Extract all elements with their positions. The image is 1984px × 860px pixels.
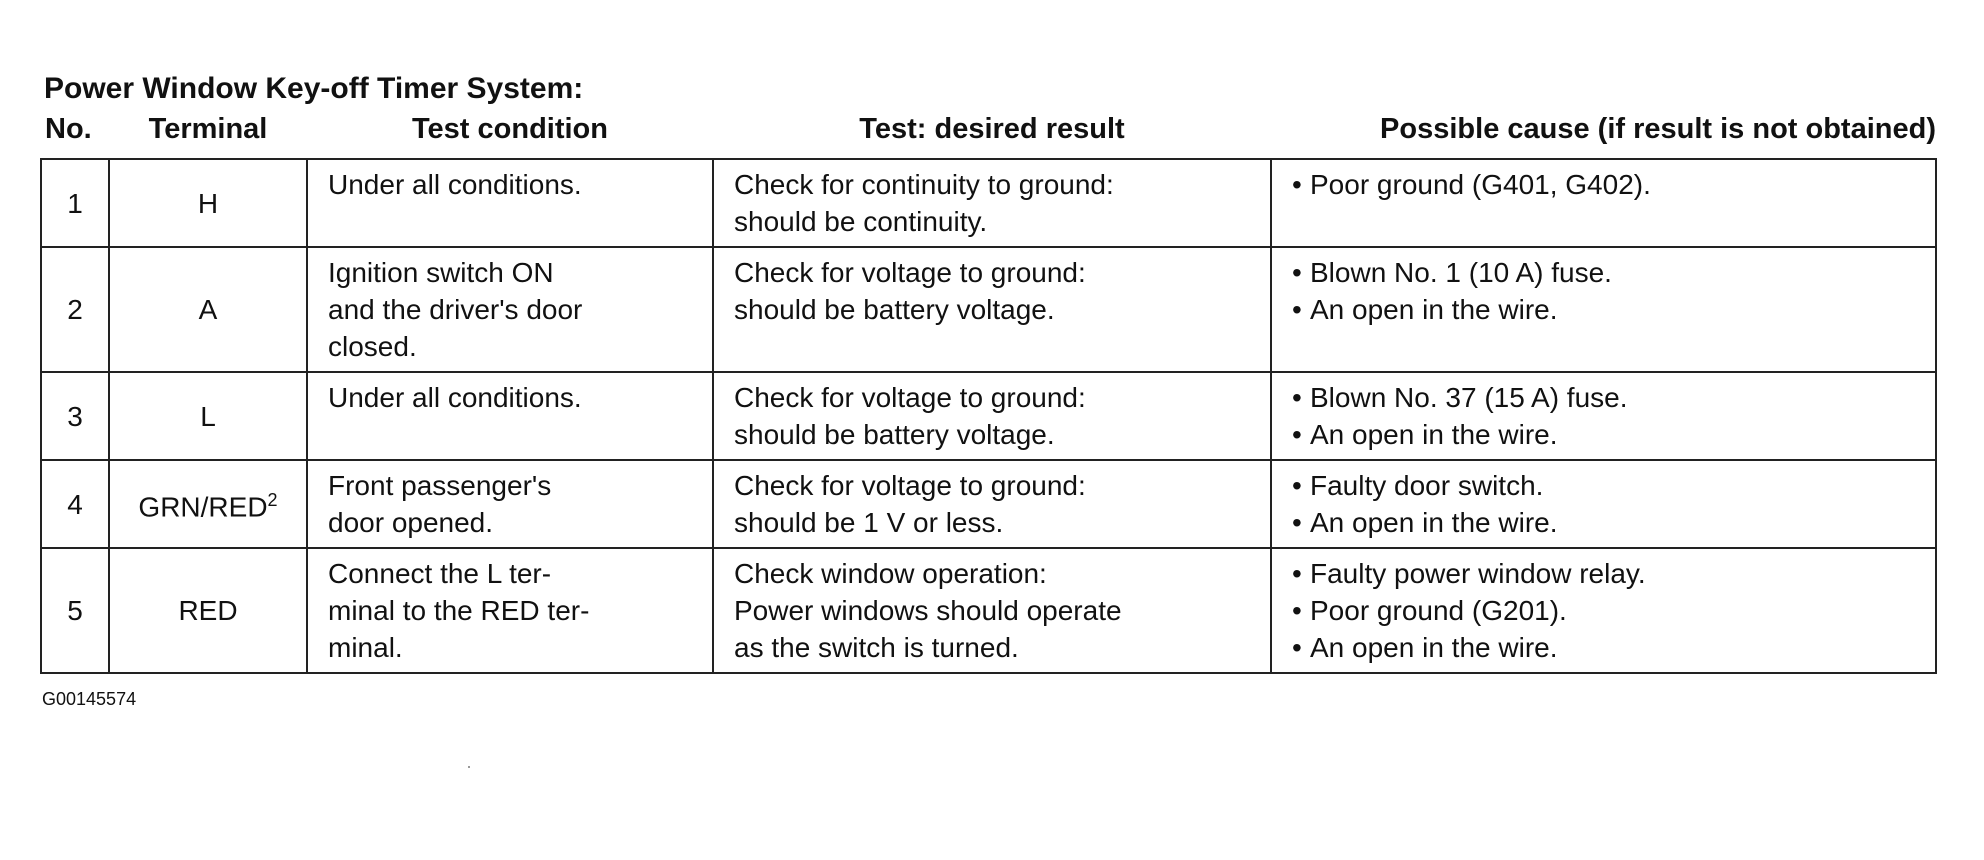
row-number: 2 [41, 247, 109, 372]
desired-result-cell [713, 460, 1271, 548]
cause-item [1292, 166, 1925, 203]
cause-text: Poor ground (G401, G402). [1310, 169, 1651, 200]
possible-cause-cell [1271, 247, 1936, 372]
table-row [41, 460, 1936, 548]
bullet-icon: • [1292, 470, 1302, 501]
condition-line: Under all conditions. [328, 382, 582, 413]
result-line: should be 1 V or less. [734, 507, 1004, 538]
terminal-cell [109, 372, 307, 460]
header-terminal: Terminal [148, 113, 268, 145]
table-row [41, 159, 1936, 247]
terminal-cell [109, 159, 307, 247]
cause-text: An open in the wire. [1310, 632, 1558, 663]
bullet-icon: • [1292, 257, 1302, 288]
header-desired-result: Test: desired result [859, 113, 1125, 145]
row-number: 4 [41, 460, 109, 548]
result-line: should be battery voltage. [734, 419, 1055, 450]
desired-result-cell [713, 548, 1271, 673]
result-line: as the switch is turned. [734, 632, 1019, 663]
test-condition-cell [307, 159, 713, 247]
cause-item [1292, 254, 1925, 291]
spec-sheet [40, 70, 1935, 710]
table-body [41, 159, 1936, 673]
cause-text: An open in the wire. [1310, 507, 1558, 538]
header-test-condition: Test condition [411, 113, 608, 145]
cause-item [1292, 291, 1925, 328]
cause-text: An open in the wire. [1310, 294, 1558, 325]
possible-cause-cell [1271, 372, 1936, 460]
row-number: 5 [41, 548, 109, 673]
terminal-cell [109, 548, 307, 673]
condition-line: door opened. [328, 507, 494, 538]
result-line: should be battery voltage. [734, 294, 1055, 325]
terminal-label: L [200, 400, 216, 432]
result-line: Check window operation: [734, 558, 1047, 589]
condition-line: minal. [328, 632, 403, 663]
condition-line: Ignition switch ON [328, 257, 554, 288]
header-possible-cause: Possible cause (if result is not obtained) [1380, 113, 1936, 145]
result-line: Power windows should operate [734, 595, 1122, 626]
result-line: Check for voltage to ground: [734, 257, 1086, 288]
table-row [41, 548, 1936, 673]
cause-text: Blown No. 1 (10 A) fuse. [1310, 257, 1612, 288]
terminal-cell [109, 247, 307, 372]
result-line: Check for continuity to ground: [734, 169, 1114, 200]
bullet-icon: • [1292, 294, 1302, 325]
possible-cause-cell [1271, 460, 1936, 548]
test-condition-cell [307, 548, 713, 673]
cause-item [1292, 467, 1925, 504]
cause-item [1292, 416, 1925, 453]
cause-text: Poor ground (G201). [1310, 595, 1567, 626]
header-no: No. [45, 113, 92, 145]
bullet-icon: • [1292, 169, 1302, 200]
diagnostic-table [40, 112, 1937, 674]
test-condition-cell [307, 247, 713, 372]
test-condition-cell [307, 460, 713, 548]
terminal-footnote-mark: 2 [267, 490, 278, 511]
header-row [41, 112, 1936, 159]
cause-text: Faulty power window relay. [1310, 558, 1646, 589]
terminal-cell [109, 460, 307, 548]
condition-line: minal to the RED ter- [328, 595, 590, 626]
desired-result-cell [713, 372, 1271, 460]
figure-code: G00145574 [42, 689, 137, 709]
stray-dot [468, 766, 470, 768]
table-row [41, 372, 1936, 460]
terminal-label: GRN/RED [138, 491, 268, 523]
possible-cause-cell [1271, 159, 1936, 247]
cause-item [1292, 504, 1925, 541]
terminal-label: H [197, 187, 219, 219]
row-number: 1 [41, 159, 109, 247]
table-row [41, 247, 1936, 372]
terminal-label: A [198, 294, 218, 325]
bullet-icon: • [1292, 419, 1302, 450]
desired-result-cell [713, 247, 1271, 372]
test-condition-cell [307, 372, 713, 460]
condition-line: Front passenger's [328, 470, 552, 501]
table-title: Power Window Key-off Timer System: [44, 72, 584, 105]
cause-item [1292, 592, 1925, 629]
cause-item [1292, 555, 1925, 592]
result-line: Check for voltage to ground: [734, 382, 1086, 413]
result-line: Check for voltage to ground: [734, 470, 1086, 501]
bullet-icon: • [1292, 382, 1302, 413]
cause-item [1292, 379, 1925, 416]
possible-cause-cell [1271, 548, 1936, 673]
desired-result-cell [713, 159, 1271, 247]
cause-text: Faulty door switch. [1310, 470, 1544, 501]
bullet-icon: • [1292, 632, 1302, 663]
cause-text: Blown No. 37 (15 A) fuse. [1310, 382, 1628, 413]
cause-text: An open in the wire. [1310, 419, 1558, 450]
condition-line: Connect the L ter- [328, 558, 552, 589]
cause-item [1292, 629, 1925, 666]
row-number: 3 [41, 372, 109, 460]
bullet-icon: • [1292, 507, 1302, 538]
terminal-label: RED [178, 595, 238, 626]
bullet-icon: • [1292, 558, 1302, 589]
condition-line: Under all conditions. [328, 169, 582, 200]
condition-line: and the driver's door [328, 294, 583, 325]
bullet-icon: • [1292, 595, 1302, 626]
result-line: should be continuity. [734, 206, 988, 237]
condition-line: closed. [328, 331, 417, 362]
